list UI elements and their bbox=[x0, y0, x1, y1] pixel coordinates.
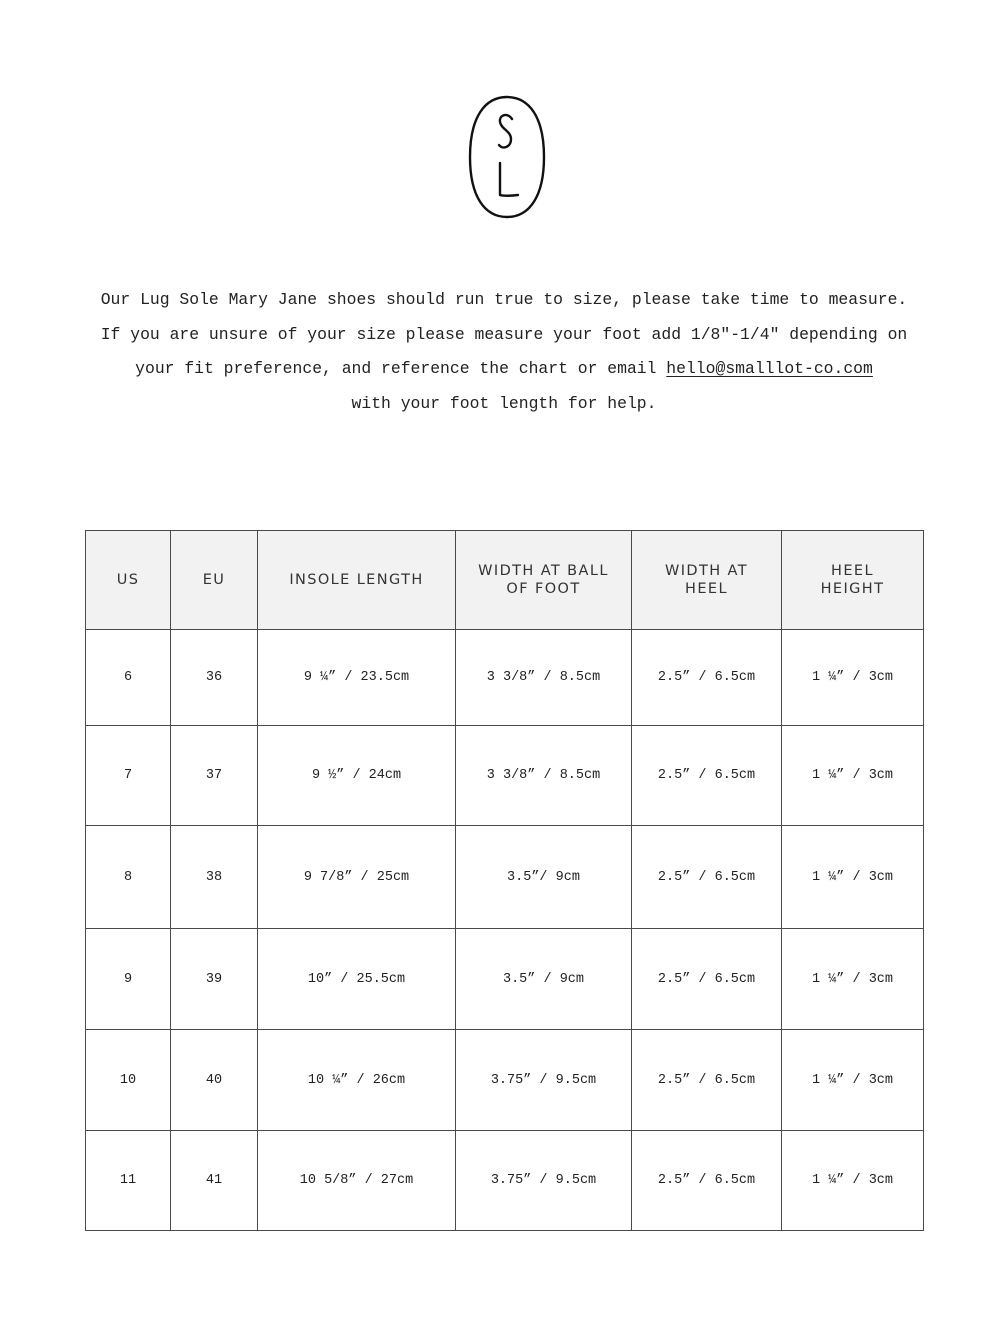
cell-width-at-ball: 3 3/8” / 8.5cm bbox=[456, 726, 632, 826]
cell-heel-height: 1 ¼” / 3cm bbox=[782, 1131, 924, 1231]
header-eu: EU bbox=[171, 531, 258, 630]
cell-insole-length: 10 ¼” / 26cm bbox=[258, 1030, 456, 1131]
cell-width-at-ball: 3 3/8” / 8.5cm bbox=[456, 630, 632, 726]
table-row bbox=[86, 1131, 924, 1231]
cell-insole-length: 10 5/8” / 27cm bbox=[258, 1131, 456, 1231]
cell-eu: 36 bbox=[171, 630, 258, 726]
sl-logo-icon bbox=[467, 95, 547, 220]
brand-logo bbox=[467, 95, 547, 220]
cell-eu: 40 bbox=[171, 1030, 258, 1131]
table-row bbox=[86, 826, 924, 929]
cell-insole-length: 9 ½” / 24cm bbox=[258, 726, 456, 826]
table-row bbox=[86, 726, 924, 826]
cell-heel-height: 1 ¼” / 3cm bbox=[782, 1030, 924, 1131]
header-us: US bbox=[86, 531, 171, 630]
size-chart-table bbox=[85, 530, 924, 1231]
cell-insole-length: 10” / 25.5cm bbox=[258, 929, 456, 1030]
cell-width-at-heel: 2.5” / 6.5cm bbox=[632, 929, 782, 1030]
cell-us: 8 bbox=[86, 826, 171, 929]
table-row bbox=[86, 929, 924, 1030]
header-width-at-heel: WIDTH AT HEEL bbox=[632, 531, 782, 630]
intro-line-4: with your foot length for help. bbox=[351, 393, 657, 413]
intro-line-2: If you are unsure of your size please measure your foot add 1/8"-1/4" depending on bbox=[100, 324, 908, 344]
cell-insole-length: 9 ¼” / 23.5cm bbox=[258, 630, 456, 726]
cell-insole-length: 9 7/8” / 25cm bbox=[258, 826, 456, 929]
email-link[interactable]: hello@smalllot-co.com bbox=[666, 359, 873, 378]
cell-us: 10 bbox=[86, 1030, 171, 1131]
cell-heel-height: 1 ¼” / 3cm bbox=[782, 929, 924, 1030]
table-header-row bbox=[86, 531, 924, 630]
table-row bbox=[86, 630, 924, 726]
cell-width-at-heel: 2.5” / 6.5cm bbox=[632, 826, 782, 929]
cell-us: 9 bbox=[86, 929, 171, 1030]
cell-width-at-heel: 2.5” / 6.5cm bbox=[632, 630, 782, 726]
cell-heel-height: 1 ¼” / 3cm bbox=[782, 826, 924, 929]
header-insole-length: INSOLE LENGTH bbox=[258, 531, 456, 630]
intro-line-1: Our Lug Sole Mary Jane shoes should run true to size, please take time to measure. bbox=[100, 290, 908, 309]
cell-width-at-ball: 3.5” / 9cm bbox=[456, 929, 632, 1030]
cell-width-at-ball: 3.5”/ 9cm bbox=[456, 826, 632, 929]
cell-heel-height: 1 ¼” / 3cm bbox=[782, 726, 924, 826]
cell-eu: 39 bbox=[171, 929, 258, 1030]
cell-eu: 37 bbox=[171, 726, 258, 826]
intro-line-3-text: your fit preference, and reference the chart or email bbox=[135, 359, 667, 378]
cell-us: 11 bbox=[86, 1131, 171, 1231]
cell-us: 6 bbox=[86, 630, 171, 726]
intro-line-3 bbox=[60, 352, 948, 387]
cell-width-at-heel: 2.5” / 6.5cm bbox=[632, 1131, 782, 1231]
cell-width-at-heel: 2.5” / 6.5cm bbox=[632, 1030, 782, 1131]
intro-text bbox=[60, 283, 948, 421]
cell-eu: 38 bbox=[171, 826, 258, 929]
cell-us: 7 bbox=[86, 726, 171, 826]
cell-heel-height: 1 ¼” / 3cm bbox=[782, 630, 924, 726]
header-heel-height: HEEL HEIGHT bbox=[782, 531, 924, 630]
table-row bbox=[86, 1030, 924, 1131]
cell-width-at-ball: 3.75” / 9.5cm bbox=[456, 1131, 632, 1231]
cell-width-at-ball: 3.75” / 9.5cm bbox=[456, 1030, 632, 1131]
cell-width-at-heel: 2.5” / 6.5cm bbox=[632, 726, 782, 826]
cell-eu: 41 bbox=[171, 1131, 258, 1231]
header-width-at-ball: WIDTH AT BALL OF FOOT bbox=[456, 531, 632, 630]
